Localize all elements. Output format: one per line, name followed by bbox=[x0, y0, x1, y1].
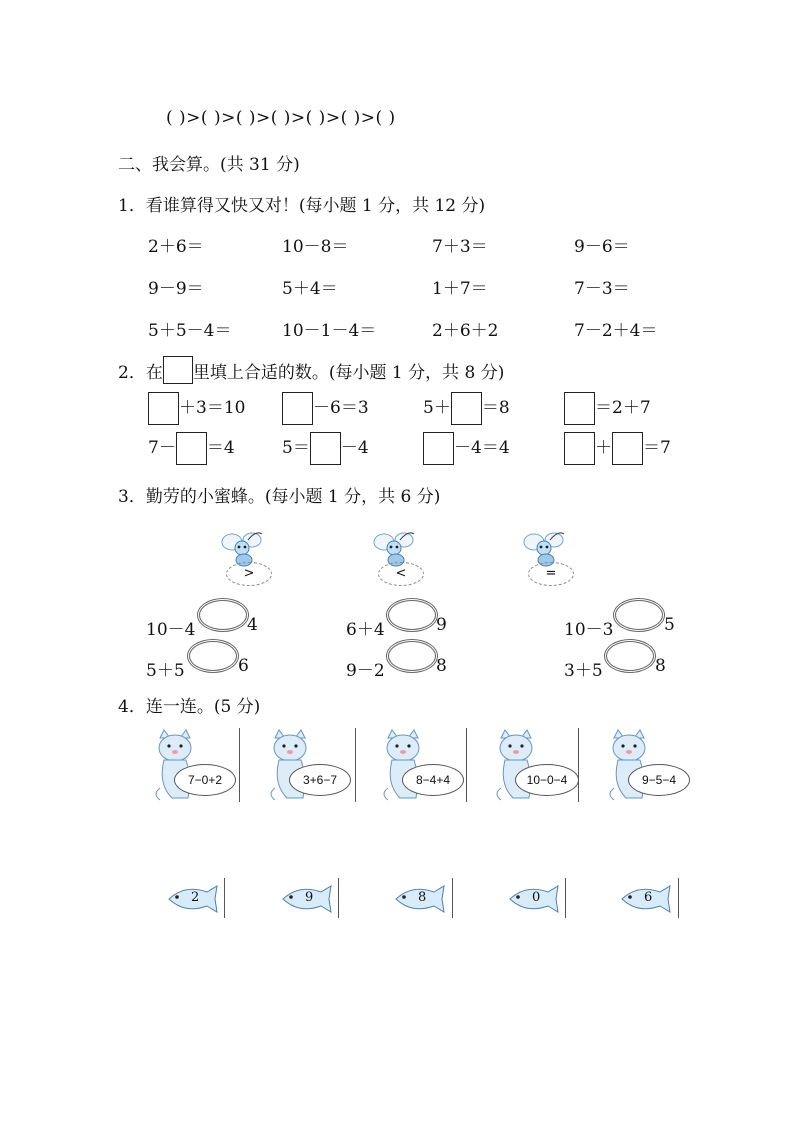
cat-expr: 9−5−4 bbox=[628, 764, 690, 796]
q2-text: ＝8 bbox=[481, 398, 510, 418]
q2-text: ＝4 bbox=[206, 438, 235, 458]
bee-symbol-oval bbox=[528, 562, 574, 586]
ordering-row[interactable]: ( )>( )>( )>( )>( )>( )>( ) bbox=[166, 108, 396, 128]
divider bbox=[239, 728, 240, 802]
q2-text: ＋3＝10 bbox=[179, 398, 246, 418]
q1-expr[interactable]: 10－8＝ bbox=[282, 237, 349, 257]
fish-number: 2 bbox=[191, 890, 200, 905]
q4-title: 4．连一连。(5 分) bbox=[118, 697, 261, 717]
divider bbox=[565, 878, 566, 918]
compare-oval[interactable] bbox=[187, 639, 239, 673]
cat-expr: 7−0+2 bbox=[174, 764, 236, 796]
q2-text: 5＋ bbox=[423, 398, 451, 418]
compare-right: 4 bbox=[247, 615, 258, 635]
fish-card[interactable] bbox=[165, 882, 221, 916]
cat-card[interactable] bbox=[150, 728, 242, 804]
q2-text: ＋ bbox=[595, 438, 612, 458]
q2-title bbox=[118, 358, 504, 384]
q2-item bbox=[282, 432, 369, 465]
q1-title: 1．看谁算得又快又对！(每小题 1 分，共 12 分) bbox=[118, 196, 486, 216]
compare-right: 9 bbox=[436, 615, 447, 635]
q1-expr[interactable]: 5＋5－4＝ bbox=[148, 321, 232, 341]
cat-expr: 3+6−7 bbox=[289, 764, 351, 796]
cat-expr: 8−4+4 bbox=[402, 764, 464, 796]
divider bbox=[578, 728, 579, 802]
answer-box[interactable] bbox=[176, 432, 207, 465]
q2-item bbox=[148, 432, 235, 465]
q2-text: －6＝3 bbox=[313, 398, 369, 418]
divider bbox=[338, 878, 339, 918]
answer-box-sample bbox=[163, 356, 193, 384]
compare-left: 6＋4 bbox=[346, 620, 385, 640]
fish-number: 8 bbox=[418, 890, 427, 905]
q1-expr[interactable]: 7－3＝ bbox=[574, 279, 630, 299]
answer-box[interactable] bbox=[564, 392, 595, 425]
compare-oval[interactable] bbox=[197, 598, 249, 632]
divider bbox=[678, 878, 679, 918]
compare-right: 8 bbox=[436, 656, 447, 676]
divider bbox=[452, 878, 453, 918]
q2-text: －4 bbox=[340, 438, 369, 458]
q2-title-after: 里填上合适的数。(每小题 1 分，共 8 分) bbox=[192, 363, 505, 383]
fish-card[interactable] bbox=[392, 882, 448, 916]
compare-left: 10－4 bbox=[146, 620, 196, 640]
q2-text: 7－ bbox=[148, 438, 176, 458]
q1-expr[interactable]: 2＋6＝ bbox=[148, 237, 204, 257]
compare-right: 8 bbox=[655, 656, 666, 676]
answer-box[interactable] bbox=[310, 432, 341, 465]
compare-left: 5＋5 bbox=[146, 661, 185, 681]
q1-expr[interactable]: 7＋3＝ bbox=[432, 237, 488, 257]
compare-oval[interactable] bbox=[386, 639, 438, 673]
answer-box[interactable] bbox=[612, 432, 643, 465]
fish-card[interactable] bbox=[506, 882, 562, 916]
q1-expr[interactable]: 2＋6＋2 bbox=[432, 321, 499, 341]
q2-item bbox=[148, 392, 245, 425]
bee-symbol: = bbox=[545, 566, 557, 581]
compare-oval[interactable] bbox=[613, 598, 665, 632]
q2-text: ＝7 bbox=[643, 438, 671, 458]
q1-expr[interactable]: 10－1－4＝ bbox=[282, 321, 377, 341]
q1-expr[interactable]: 9－6＝ bbox=[574, 237, 630, 257]
fish-card[interactable] bbox=[279, 882, 335, 916]
q2-text: 5＝ bbox=[282, 438, 310, 458]
fish-card[interactable] bbox=[618, 882, 674, 916]
cat-card[interactable] bbox=[491, 728, 583, 804]
compare-left: 9－2 bbox=[346, 661, 385, 681]
answer-box[interactable] bbox=[451, 392, 482, 425]
cat-card[interactable] bbox=[265, 728, 357, 804]
q2-item bbox=[423, 432, 510, 465]
fish-number: 0 bbox=[532, 890, 541, 905]
q2-item bbox=[564, 432, 671, 465]
q1-expr[interactable]: 7－2＋4＝ bbox=[574, 321, 658, 341]
divider bbox=[224, 878, 225, 918]
fish-number: 9 bbox=[305, 890, 314, 905]
cat-card[interactable] bbox=[378, 728, 470, 804]
q2-text: －4＝4 bbox=[454, 438, 510, 458]
compare-oval[interactable] bbox=[386, 598, 438, 632]
answer-box[interactable] bbox=[282, 392, 313, 425]
q1-expr[interactable]: 9－9＝ bbox=[148, 279, 204, 299]
fish-number: 6 bbox=[644, 890, 653, 905]
q2-item bbox=[282, 392, 369, 425]
q2-text: ＝2＋7 bbox=[595, 398, 651, 418]
section-title: 二、我会算。(共 31 分) bbox=[118, 155, 300, 175]
answer-box[interactable] bbox=[564, 432, 595, 465]
compare-left: 10－3 bbox=[564, 620, 614, 640]
bee-symbol-oval bbox=[226, 562, 272, 586]
answer-box[interactable] bbox=[423, 432, 454, 465]
cat-expr: 10−0−4 bbox=[515, 764, 579, 796]
cat-card[interactable] bbox=[604, 728, 696, 804]
q2-item bbox=[423, 392, 510, 425]
q2-item bbox=[564, 392, 651, 425]
divider bbox=[355, 728, 356, 802]
compare-oval[interactable] bbox=[604, 639, 656, 673]
q1-expr[interactable]: 5＋4＝ bbox=[282, 279, 338, 299]
compare-right: 5 bbox=[664, 615, 675, 635]
bee-symbol: > bbox=[243, 566, 255, 581]
answer-box[interactable] bbox=[148, 392, 179, 425]
q1-expr[interactable]: 1＋7＝ bbox=[432, 279, 488, 299]
bee-symbol-oval bbox=[378, 562, 424, 586]
bee-symbol: < bbox=[395, 566, 407, 581]
compare-left: 3＋5 bbox=[564, 661, 603, 681]
q3-title: 3．勤劳的小蜜蜂。(每小题 1 分，共 6 分) bbox=[118, 487, 441, 507]
compare-right: 6 bbox=[238, 656, 249, 676]
divider bbox=[466, 728, 467, 802]
q2-title-before: 2．在 bbox=[118, 363, 163, 383]
